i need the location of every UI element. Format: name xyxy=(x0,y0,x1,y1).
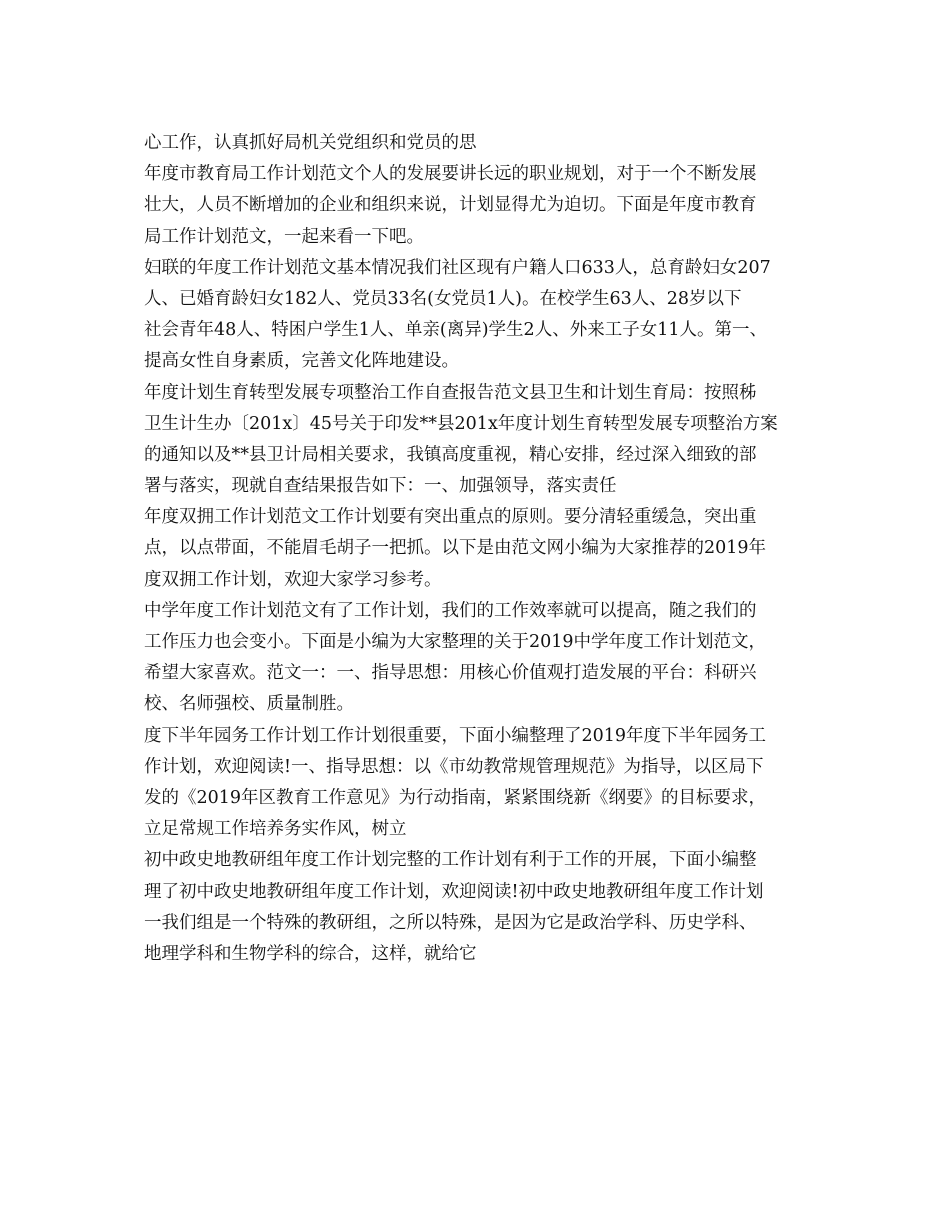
text-line: 工作压力也会变小。下面是小编为大家整理的关于2019中学年度工作计划范文， xyxy=(144,632,767,652)
text-line: 妇联的年度工作计划范文基本情况我们社区现有户籍人口633人，总育龄妇女207 xyxy=(144,257,771,278)
text-line: 中学年度工作计划范文有了工作计划，我们的工作效率就可以提高，随之我们的 xyxy=(144,600,757,621)
text-line: 作计划，欢迎阅读!一、指导思想：以《市幼教常规管理规范》为指导，以区局下 xyxy=(144,756,764,777)
text-line: 立足常规工作培养务实作风，树立 xyxy=(144,819,407,840)
text-line: 提高女性自身素质，完善文化阵地建设。 xyxy=(144,351,459,372)
text-line: 度双拥工作计划，欢迎大家学习参考。 xyxy=(144,569,442,590)
text-line: 理了初中政史地教研组年度工作计划，欢迎阅读!初中政史地教研组年度工作计划 xyxy=(144,881,764,902)
text-line: 署与落实，现就自查结果报告如下：一、加强领导，落实责任 xyxy=(144,476,617,497)
text-line: 年度双拥工作计划范文工作计划要有突出重点的原则。要分清轻重缓急，突出重 xyxy=(144,507,757,528)
text-line: 壮大，人员不断增加的企业和组织来说，计划显得尤为迫切。下面是年度市教育 xyxy=(144,195,757,216)
text-line: 地理学科和生物学科的综合，这样，就给它 xyxy=(144,943,477,964)
text-line: 年度市教育局工作计划范文个人的发展要讲长远的职业规划，对于一个不断发展 xyxy=(144,164,757,185)
text-line: 初中政史地教研组年度工作计划完整的工作计划有利于工作的开展，下面小编整 xyxy=(144,850,757,871)
text-line: 人、已婚育龄妇女182人、党员33名(女党员1人)。在校学生63人、28岁以下 xyxy=(144,288,742,309)
text-line: 点，以点带面，不能眉毛胡子一把抓。以下是由范文网小编为大家推荐的2019年 xyxy=(144,538,767,559)
text-line: 希望大家喜欢。范文一：一、指导思想：用核心价值观打造发展的平台：科研兴 xyxy=(144,663,757,684)
text-line: 局工作计划范文，一起来看一下吧。 xyxy=(144,226,424,247)
text-line: 发的《2019年区教育工作意见》为行动指南，紧紧围绕新《纲要》的目标要求， xyxy=(144,787,767,808)
text-line: 卫生计生办〔201x〕45号关于印发**县201x年度计划生育转型发展专项整治方案 xyxy=(144,413,778,434)
text-line: 一我们组是一个特殊的教研组，之所以特殊，是因为它是政治学科、历史学科、 xyxy=(144,912,757,933)
text-line: 度下半年园务工作计划工作计划很重要，下面小编整理了2019年度下半年园务工 xyxy=(144,725,767,746)
text-line: 社会青年48人、特困户学生1人、单亲(离异)学生2人、外来工子女11人。第一、 xyxy=(144,320,767,341)
text-line: 年度计划生育转型发展专项整治工作自查报告范文县卫生和计划生育局：按照秭 xyxy=(144,382,757,403)
document-body xyxy=(144,128,834,970)
text-line: 的通知以及**县卫计局相关要求，我镇高度重视，精心安排，经过深入细致的部 xyxy=(144,444,757,465)
text-line: 心工作，认真抓好局机关党组织和党员的思 xyxy=(144,133,477,153)
text-line: 校、名师强校、质量制胜。 xyxy=(144,694,354,715)
